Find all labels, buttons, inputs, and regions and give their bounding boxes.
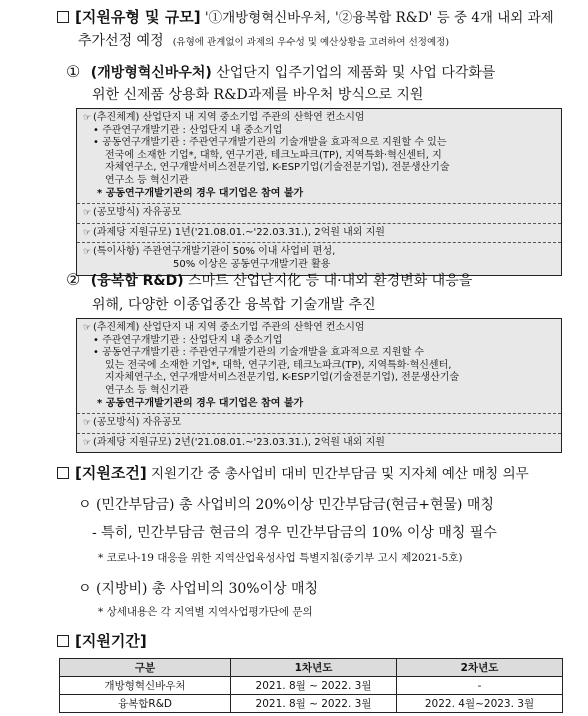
section1-note: (유형에 관계없이 과제의 우수성 및 예산상황을 고려하여 선정예정) — [172, 37, 450, 48]
table-header-cell: 구분 — [60, 659, 231, 677]
table-header-cell: 1차년도 — [231, 659, 397, 677]
pointing-hand-icon: ☞ — [83, 437, 92, 448]
section1-line2-text: 추가선정 예정 — [78, 33, 164, 49]
table-cell: 개방형혁신바우처 — [60, 677, 231, 695]
item2-box-l1: (추진체계) 산업단지 내 지역 중소기업 주관의 산학연 컨소시엄 — [93, 322, 365, 333]
divider — [77, 433, 561, 434]
section2-star: * 코로나-19 대응을 위한 지역산업육성사업 특별지침(중기부 고시 제2021-5호) — [98, 552, 463, 564]
item2-box-l9-row — [83, 437, 555, 450]
item1-box-l8: (공모방식) 자유공모 — [93, 207, 182, 219]
section2-text: 지원기간 중 총사업비 대비 민간부담금 및 지자체 예산 매칭 의무 — [146, 466, 529, 482]
section2-o1: ㅇ (민간부담금) 총 사업비의 20%이상 민간부담금(현금+현물) 매칭 — [78, 497, 494, 513]
section1-text: '①개방형혁신바우처, '②융복합 R&D' 등 중 4개 내외 과제 — [200, 10, 554, 26]
table-header-cell: 2차년도 — [397, 659, 563, 677]
item1-box-l7: * 공동연구개발기관의 경우 대기업은 참여 불가 — [97, 187, 304, 199]
table-cell: 2021. 8월 ~ 2022. 3월 — [231, 695, 397, 713]
item1-box-l1-row — [83, 112, 555, 125]
item2-box-l1-row — [83, 322, 555, 335]
item2-detail-box — [76, 318, 562, 453]
divider — [77, 223, 561, 224]
pointing-hand-icon: ☞ — [83, 227, 92, 238]
item1-box-l6: 연구소 등 혁신기관 — [105, 174, 189, 186]
item1-num: ① — [66, 62, 81, 81]
item1-box-l3: • 공동연구개발기관 : 주관연구개발기관의 기술개발을 효과적으로 지원할 수 있는 — [93, 137, 447, 149]
item2-desc2: 위해, 다양한 이종업종간 융복합 기술개발 추진 — [92, 297, 376, 313]
pointing-hand-icon: ☞ — [83, 418, 92, 429]
period-table — [59, 658, 563, 713]
table-header-row — [60, 659, 563, 677]
divider — [77, 203, 561, 204]
checkbox-square-icon — [57, 11, 69, 23]
pointing-hand-icon: ☞ — [83, 247, 92, 258]
item2-box-l2: • 주관연구개발기관 : 산업단지 내 중소기업 — [93, 334, 283, 346]
checkbox-square-icon — [57, 635, 69, 647]
section1-heading: [지원유형 및 규모] — [75, 8, 201, 26]
section1-header — [57, 6, 554, 27]
item2-title: (융복합 R&D) — [90, 273, 184, 289]
item1-detail-box — [76, 108, 562, 276]
item1-box-l1: (추진체계) 산업단지 내 지역 중소기업 주관의 산학연 컨소시엄 — [93, 112, 365, 123]
item2-box-l6: 연구소 등 혁신기관 — [105, 384, 189, 396]
item1-box-l9: (과제당 지원규모) 1년('21.08.01.~'22.03.31.), 2억원 내외 지원 — [93, 226, 385, 238]
item2-num: ② — [66, 270, 81, 289]
divider — [77, 413, 561, 414]
table-cell: - — [397, 677, 563, 695]
item2-desc1: 스마트 산업단지化 등 대·내외 환경변화 대응을 — [183, 273, 473, 289]
item1-box-l10: (특이사항) 주관연구개발기관이 50% 이내 사업비 편성, — [93, 246, 336, 258]
section2-o2: ㅇ (지방비) 총 사업비의 30%이상 매칭 — [78, 581, 319, 597]
section3-heading: [지원기간] — [75, 632, 147, 650]
item1-desc1: 산업단지 입주기업의 제품화 및 사업 다각화를 — [211, 65, 496, 81]
pointing-hand-icon: ☞ — [83, 323, 92, 333]
item1-box-l4: 전국에 소재한 기업*, 대학, 연구기관, 테크노파크(TP), 지역특화·혁신센터, 지 — [105, 149, 442, 161]
pointing-hand-icon: ☞ — [83, 208, 92, 219]
item2-box-l5: 지자체연구소, 연구개발서비스전문기업, K-ESP기업(기술전문기업), 전문생산기술 — [105, 372, 460, 384]
item1-desc2: 위한 신제품 상용화 R&D과제를 바우처 방식으로 지원 — [92, 87, 424, 103]
checkbox-square-icon — [57, 467, 69, 479]
item1-box-l2: • 주관연구개발기관 : 산업단지 내 중소기업 — [93, 124, 283, 136]
table-cell: 융복합R&D — [60, 695, 231, 713]
item2-box-l7: * 공동연구개발기관의 경우 대기업은 참여 불가 — [97, 397, 304, 409]
section2-header — [57, 462, 529, 483]
item2-box-l8: (공모방식) 자유공모 — [93, 417, 182, 429]
section2-heading: [지원조건] — [75, 464, 147, 482]
item1-box-l8-row — [83, 207, 555, 220]
table-row — [60, 677, 563, 695]
item2-line1 — [66, 270, 472, 290]
table-row — [60, 695, 563, 713]
item2-box-l9: (과제당 지원규모) 2년('21.08.01.~'23.03.31.), 2억원 내외 지원 — [93, 436, 385, 448]
item1-box-l10-row — [83, 246, 555, 259]
item1-line1 — [66, 62, 495, 82]
table-cell: 2022. 4월~2023. 3월 — [397, 695, 563, 713]
table-cell: 2021. 8월 ~ 2022. 3월 — [231, 677, 397, 695]
item2-box-l8-row — [83, 417, 555, 430]
section2-dash: - 특히, 민간부담금 현금의 경우 민간부담금의 10% 이상 매칭 필수 — [92, 525, 497, 541]
item2-box-l3: • 공동연구개발기관 : 주관연구개발기관의 기술개발을 효과적으로 지원할 수 — [93, 347, 424, 359]
item2-box-l4: 있는 전국에 소재한 기업*, 대학, 연구기관, 테크노파크(TP), 지역특화·혁신센터, — [105, 359, 452, 371]
item1-box-l9-row — [83, 227, 555, 240]
section3-header — [57, 630, 147, 651]
divider — [77, 242, 561, 243]
item1-box-l11: 50% 이상은 공동연구개발기관 활용 — [173, 258, 331, 270]
pointing-hand-icon: ☞ — [83, 113, 92, 123]
section2-star2: * 상세내용은 각 지역별 지역사업평가단에 문의 — [98, 606, 313, 618]
item1-box-l5: 자체연구소, 연구개발서비스전문기업, K-ESP기업(기술전문기업), 전문생산기술 — [105, 162, 450, 174]
section1-line2 — [78, 30, 449, 50]
item1-title: (개방형혁신바우처) — [90, 65, 212, 81]
